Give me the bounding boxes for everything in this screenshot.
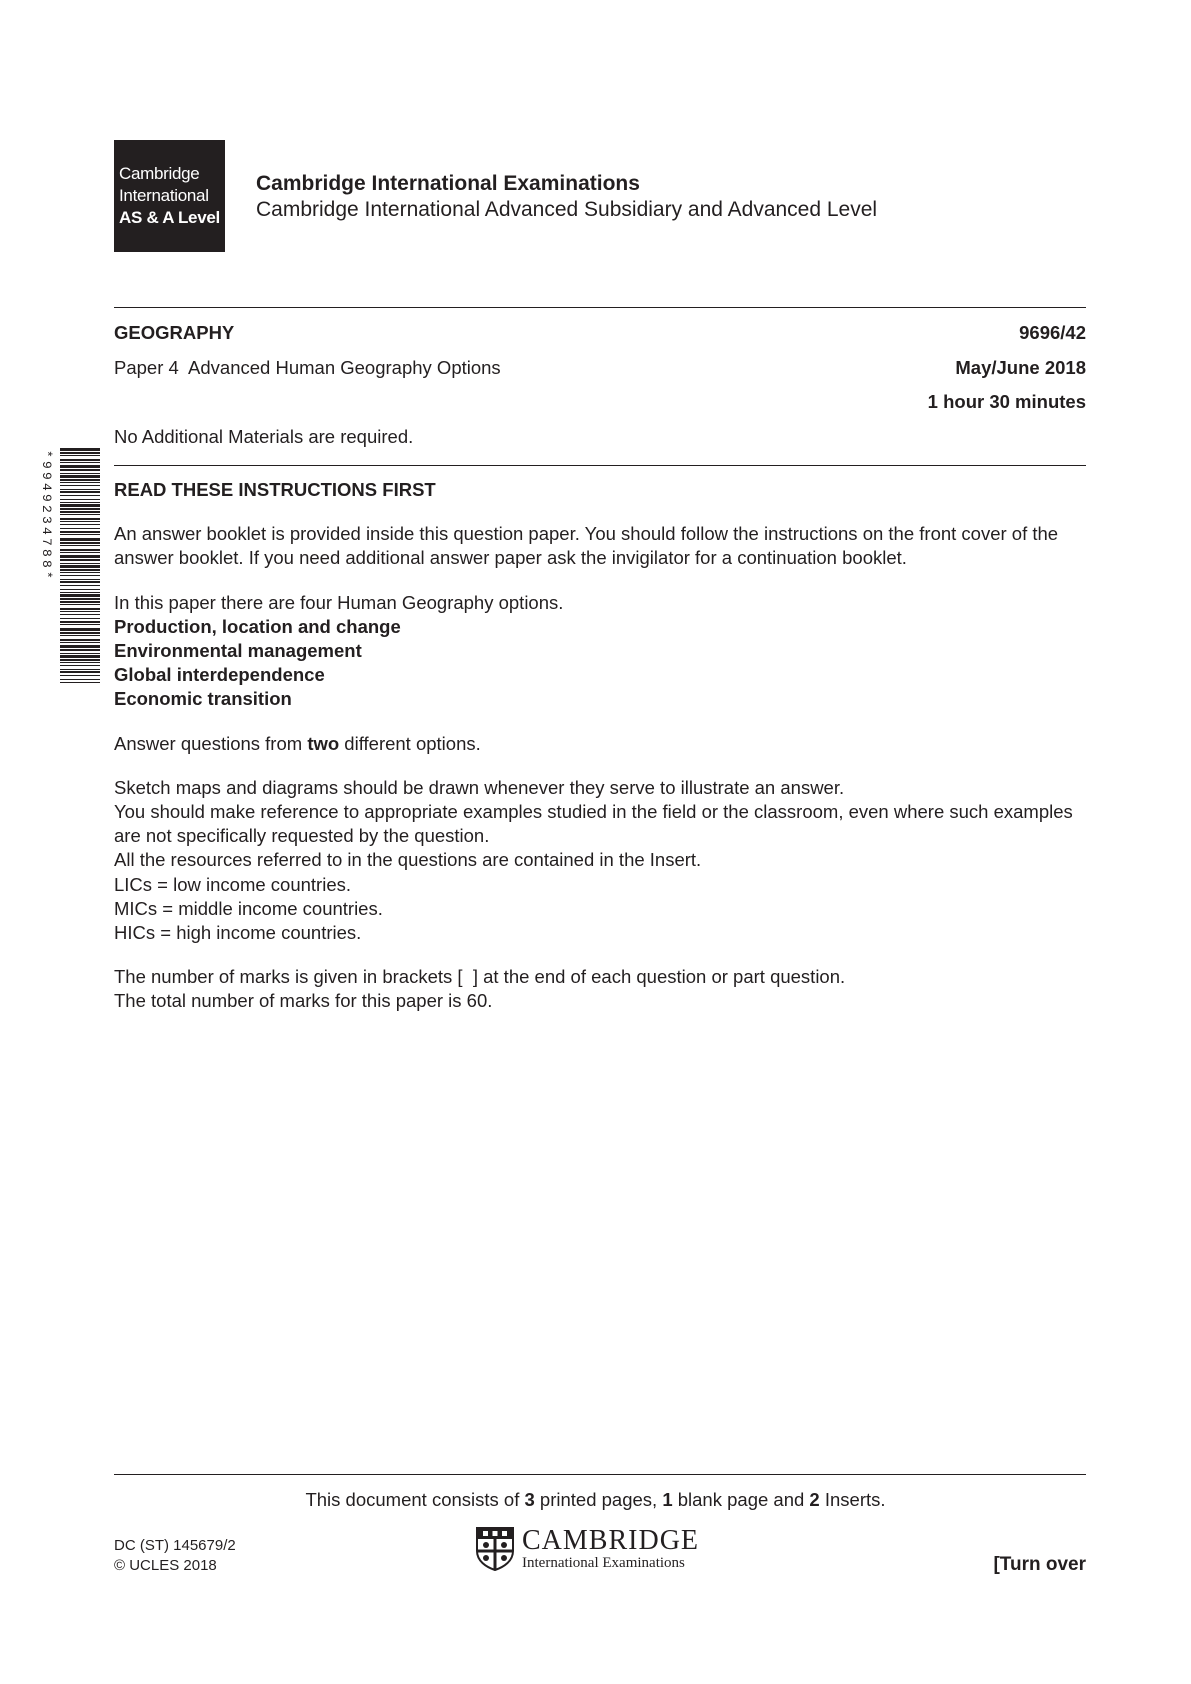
barcode-bar xyxy=(60,592,100,593)
barcode-bar xyxy=(60,545,100,546)
barcode-bar xyxy=(60,511,100,513)
ucles-wordmark-sub: International Examinations xyxy=(522,1555,685,1571)
barcode-bar xyxy=(60,455,100,456)
barcode-bar xyxy=(60,499,100,500)
barcode xyxy=(38,448,100,684)
barcode-bar xyxy=(60,514,100,515)
document-code: DC (ST) 145679/2 xyxy=(114,1537,236,1554)
barcode-bar xyxy=(60,575,100,576)
barcode-bar xyxy=(60,508,100,510)
barcode-bar xyxy=(60,604,100,605)
marks-line: The total number of marks for this paper is 60. xyxy=(114,990,493,1012)
turn-over-note: [Turn over xyxy=(993,1554,1086,1575)
document-code-block xyxy=(114,1536,236,1576)
logo-line-1: Cambridge xyxy=(119,164,200,183)
barcode-bar xyxy=(60,569,100,571)
barcode-bar xyxy=(60,504,100,507)
barcode-bar xyxy=(60,563,100,564)
barcode-bar xyxy=(60,552,100,553)
option-item: Economic transition xyxy=(114,688,292,710)
footer-divider xyxy=(114,1474,1086,1475)
barcode-bar xyxy=(60,639,100,641)
barcode-bar xyxy=(60,518,100,520)
barcode-bar xyxy=(60,534,100,535)
note-line: Sketch maps and diagrams should be drawn whenever they serve to illustrate an answer. xyxy=(114,776,845,798)
barcode-bar xyxy=(60,589,100,590)
barcode-bar xyxy=(60,542,100,544)
barcode-bar xyxy=(60,679,100,680)
answer-booklet-instruction: An answer booklet is provided inside this question paper. You should follow the instructions on the front cover of the answer booklet. If you need additional answer paper ask the invigilator for a continuation booklet. xyxy=(114,523,1059,569)
instructions-body xyxy=(114,478,1094,1014)
logo-line-3: AS & A Level xyxy=(119,208,220,227)
barcode-bar xyxy=(60,485,100,486)
barcode-bar xyxy=(60,465,100,468)
barcode-bar xyxy=(60,632,100,634)
barcode-bar xyxy=(60,459,100,461)
barcode-bar xyxy=(60,628,100,631)
page-count-text: printed pages, xyxy=(534,1489,663,1510)
barcode-bar xyxy=(60,642,100,643)
insert-count: 2 xyxy=(809,1489,820,1510)
barcode-bar xyxy=(60,462,100,463)
barcode-bar xyxy=(60,528,100,529)
barcode-bar xyxy=(60,598,100,600)
barcode-number: *9949234788* xyxy=(39,450,54,583)
marks-line: The number of marks is given in brackets [ ] at the end of each question or part question. xyxy=(114,966,846,988)
exam-session: May/June 2018 xyxy=(955,357,1086,378)
barcode-bar xyxy=(60,649,100,651)
barcode-bar xyxy=(60,614,100,615)
barcode-bar xyxy=(60,524,100,525)
instructions-divider xyxy=(114,465,1086,466)
barcode-bar xyxy=(60,521,100,522)
barcode-bar xyxy=(60,655,100,658)
barcode-bar xyxy=(60,473,100,474)
answer-rule-emphasis: two xyxy=(307,732,340,754)
option-item: Environmental management xyxy=(114,640,362,662)
logo-line-2: International xyxy=(119,186,209,205)
ucles-wordmark xyxy=(522,1527,699,1571)
note-line: You should make reference to appropriate examples studied in the field or the classroom, even where such examples are not specifically requested by the question. xyxy=(114,801,1073,847)
answer-rule-prefix: Answer questions from xyxy=(114,732,308,754)
barcode-bar xyxy=(60,669,100,670)
barcode-bar xyxy=(60,621,100,623)
qualification-title: Cambridge International Advanced Subsidiary and Advanced Level xyxy=(256,198,878,221)
option-item: Global interdependence xyxy=(114,664,325,686)
answer-rule xyxy=(114,732,1094,756)
barcode-bar xyxy=(60,565,100,568)
barcode-bar xyxy=(60,559,100,561)
barcode-bar xyxy=(60,581,100,583)
barcode-bar xyxy=(60,682,100,683)
barcode-bar xyxy=(60,608,100,610)
page-count-text: This document consists of xyxy=(305,1489,525,1510)
barcode-bar xyxy=(60,645,100,648)
barcode-bar xyxy=(60,572,100,573)
barcode-bar xyxy=(60,601,100,603)
note-line: HICs = high income countries. xyxy=(114,922,362,944)
cambridge-examinations-logo xyxy=(476,1527,699,1571)
barcode-bar xyxy=(60,671,100,673)
note-line: All the resources referred to in the questions are contained in the Insert. xyxy=(114,849,702,871)
barcode-bar xyxy=(60,675,100,676)
barcode-bar xyxy=(60,653,100,654)
barcode-bar xyxy=(60,452,100,454)
barcode-bar xyxy=(60,502,100,503)
exam-board-title: Cambridge International Examinations xyxy=(256,172,640,195)
barcode-bar xyxy=(60,594,100,597)
barcode-bar xyxy=(60,585,100,586)
barcode-bar xyxy=(60,479,100,481)
barcode-bar xyxy=(60,662,100,663)
note-line: LICs = low income countries. xyxy=(114,873,352,895)
instructions-heading: READ THESE INSTRUCTIONS FIRST xyxy=(114,479,436,500)
barcode-bar xyxy=(60,579,100,580)
note-line: MICs = middle income countries. xyxy=(114,897,383,919)
barcode-bar xyxy=(60,475,100,478)
page-count-text: blank page and xyxy=(672,1489,810,1510)
barcode-bar xyxy=(60,469,100,471)
answer-rule-suffix: different options. xyxy=(339,732,481,754)
barcode-bar xyxy=(60,491,100,493)
additional-materials: No Additional Materials are required. xyxy=(114,426,414,447)
barcode-bar xyxy=(60,635,100,636)
cambridge-as-a-level-logo xyxy=(114,140,225,252)
barcode-bar xyxy=(60,624,100,625)
cambridge-shield-icon xyxy=(476,1527,514,1571)
paper-title: Paper 4 Advanced Human Geography Options xyxy=(114,357,501,378)
subject-name: GEOGRAPHY xyxy=(114,322,235,343)
barcode-bar xyxy=(60,659,100,661)
option-item: Production, location and change xyxy=(114,615,401,637)
barcode-bar xyxy=(60,495,100,496)
barcode-bar xyxy=(60,489,100,490)
barcode-bar xyxy=(60,611,100,612)
printed-page-count: 3 xyxy=(524,1489,535,1510)
barcode-bar xyxy=(60,482,100,483)
barcode-bar xyxy=(60,531,100,533)
copyright-notice: © UCLES 2018 xyxy=(114,1557,217,1574)
blank-page-count: 1 xyxy=(662,1489,673,1510)
barcode-bar xyxy=(60,618,100,619)
options-intro: In this paper there are four Human Geography options. xyxy=(114,591,564,613)
page-count-statement xyxy=(0,1489,1191,1511)
barcode-bar xyxy=(60,555,100,558)
header-divider xyxy=(114,307,1086,308)
paper-code: 9696/42 xyxy=(1019,322,1086,343)
exam-duration: 1 hour 30 minutes xyxy=(927,391,1086,412)
ucles-wordmark-main: CAMBRIDGE xyxy=(522,1525,700,1556)
barcode-bar xyxy=(60,538,100,541)
page-count-text: Inserts. xyxy=(819,1489,886,1510)
barcode-bar xyxy=(60,665,100,666)
barcode-bar xyxy=(60,549,100,551)
barcode-bar xyxy=(60,448,100,451)
